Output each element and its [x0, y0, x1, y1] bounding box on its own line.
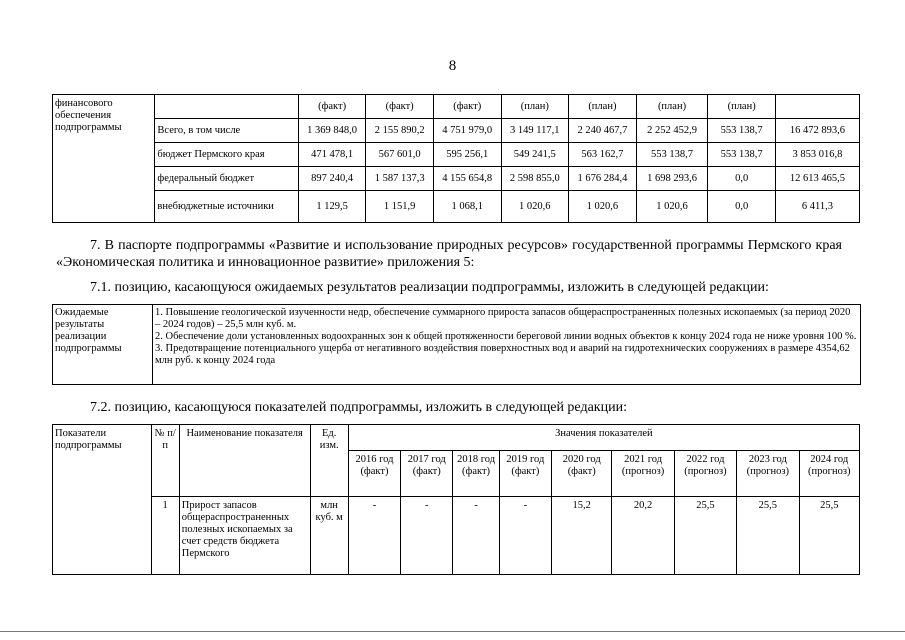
fin-value: 0,0 [708, 167, 776, 191]
ind-value: 25,5 [799, 497, 860, 575]
results-table [52, 304, 861, 385]
fin-value: 1 698 293,6 [636, 167, 708, 191]
ind-label: Показатели подпрограммы [53, 425, 152, 575]
fin-value: 4 155 654,8 [433, 167, 501, 191]
fin-value: 4 751 979,0 [433, 119, 501, 143]
ind-name-header: Наименование показателя [179, 425, 310, 497]
ind-value: - [348, 497, 400, 575]
fin-value: 1 020,6 [569, 191, 637, 223]
fin-value: 567 601,0 [366, 143, 434, 167]
fin-value: 595 256,1 [433, 143, 501, 167]
ind-value: - [401, 497, 453, 575]
fin-header-cell: (план) [501, 95, 569, 119]
results-text [153, 305, 861, 385]
fin-header-cell: (факт) [366, 95, 434, 119]
fin-row-name: бюджет Пермского края [155, 143, 298, 167]
ind-name: Прирост запасов общераспространенных полезных ископаемых за счет средств бюджета Пермского [179, 497, 310, 575]
ind-year: 2019 год (факт) [499, 451, 551, 497]
paragraph-7-1: 7.1. позицию, касающуюся ожидаемых результатов реализации подпрограммы, изложить в следующей редакции: [90, 280, 769, 295]
fin-value: 2 240 467,7 [569, 119, 637, 143]
results-label: Ожидаемые результаты реализации подпрограммы [53, 305, 153, 385]
ind-value: 25,5 [737, 497, 799, 575]
indicators-table [52, 424, 860, 575]
fin-value: 1 068,1 [433, 191, 501, 223]
fin-value: 1 587 137,3 [366, 167, 434, 191]
fin-value: 1 676 284,4 [569, 167, 637, 191]
fin-header-cell: (факт) [433, 95, 501, 119]
fin-row-name: внебюджетные источники [155, 191, 298, 223]
fin-value: 897 240,4 [298, 167, 366, 191]
fin-header-cell: (план) [708, 95, 776, 119]
fin-value: 3 853 016,8 [775, 143, 859, 167]
fin-value: 553 138,7 [636, 143, 708, 167]
fin-value: 2 252 452,9 [636, 119, 708, 143]
fin-value: 553 138,7 [708, 119, 776, 143]
fin-value: 563 162,7 [569, 143, 637, 167]
ind-value: - [499, 497, 551, 575]
ind-value: 15,2 [552, 497, 612, 575]
fin-value: 2 155 890,2 [366, 119, 434, 143]
results-item: 1. Повышение геологической изученности недр, обеспечение суммарного прироста запасов общераспространенных полезных ископаемых (за период 2020 – 2024 годов) – 25,5 млн куб. м. [155, 307, 851, 330]
fin-header-row [53, 95, 860, 119]
ind-year: 2016 год (факт) [348, 451, 400, 497]
fin-row [53, 119, 860, 143]
fin-header-blank [155, 95, 298, 119]
paragraph-7-2: 7.2. позицию, касающуюся показателей подпрограммы, изложить в следующей редакции: [90, 400, 627, 415]
ind-header-row [53, 425, 860, 451]
fin-value: 553 138,7 [708, 143, 776, 167]
fin-value: 0,0 [708, 191, 776, 223]
ind-year: 2018 год (факт) [453, 451, 499, 497]
ind-value: - [453, 497, 499, 575]
fin-header-cell: (план) [569, 95, 637, 119]
fin-row-name: Всего, в том числе [155, 119, 298, 143]
fin-value: 549 241,5 [501, 143, 569, 167]
fin-row [53, 143, 860, 167]
ind-year: 2021 год (прогноз) [612, 451, 674, 497]
page-number: 8 [448, 58, 457, 74]
results-item: 3. Предотвращение потенциального ущерба от негативного воздействия поверхностных вод и аварий на гидротехнических сооружениях в размере 4354,62 млн руб. к концу 2024 года [155, 343, 850, 366]
financing-table [52, 94, 860, 223]
ind-values-header: Значения показателей [348, 425, 859, 451]
fin-value: 2 598 855,0 [501, 167, 569, 191]
ind-year: 2023 год (прогноз) [737, 451, 799, 497]
fin-value: 1 020,6 [636, 191, 708, 223]
ind-unit: млн куб. м [310, 497, 348, 575]
fin-row-name: федеральный бюджет [155, 167, 298, 191]
fin-value: 1 151,9 [366, 191, 434, 223]
fin-header-blank [775, 95, 859, 119]
fin-label: финансового обеспечения подпрограммы [53, 95, 155, 223]
fin-header-cell: (факт) [298, 95, 366, 119]
fin-value: 3 149 117,1 [501, 119, 569, 143]
ind-data-row [53, 497, 860, 575]
fin-row [53, 167, 860, 191]
page-edge-line [0, 631, 905, 632]
ind-year: 2024 год (прогноз) [799, 451, 860, 497]
fin-value: 471 478,1 [298, 143, 366, 167]
results-item: 2. Обеспечение доли установленных водоохранных зон к общей протяженности береговой линии водных объектов к концу 2024 года не ниже уровня 100 %. [155, 331, 857, 342]
ind-year: 2022 год (прогноз) [674, 451, 736, 497]
fin-value: 16 472 893,6 [775, 119, 859, 143]
ind-num-header: № п/п [151, 425, 179, 497]
fin-header-cell: (план) [636, 95, 708, 119]
ind-year: 2017 год (факт) [401, 451, 453, 497]
ind-num: 1 [151, 497, 179, 575]
fin-value: 1 129,5 [298, 191, 366, 223]
fin-value: 1 020,6 [501, 191, 569, 223]
paragraph-7: 7. В паспорте подпрограммы «Развитие и использование природных ресурсов» государственной программы Пермского края «Экономическая политика и инновационное развитие» приложения 5: [56, 238, 842, 270]
fin-row [53, 191, 860, 223]
ind-value: 20,2 [612, 497, 674, 575]
fin-value: 6 411,3 [775, 191, 859, 223]
ind-value: 25,5 [674, 497, 736, 575]
fin-value: 1 369 848,0 [298, 119, 366, 143]
ind-year: 2020 год (факт) [552, 451, 612, 497]
ind-unit-header: Ед. изм. [310, 425, 348, 497]
fin-value: 12 613 465,5 [775, 167, 859, 191]
results-row [53, 305, 861, 385]
